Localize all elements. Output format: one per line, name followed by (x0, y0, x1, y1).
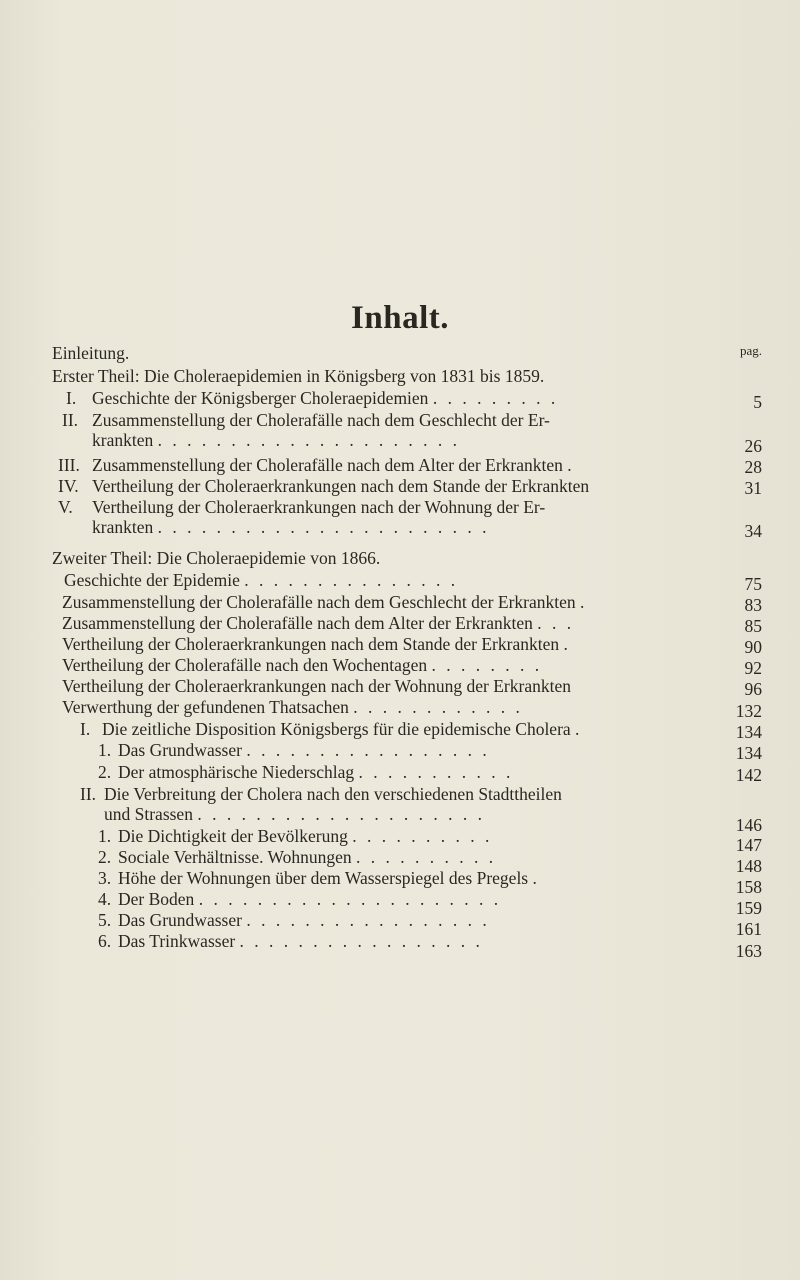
toc-page-number: 158 (735, 877, 762, 897)
page-column-label: pag. (739, 343, 762, 358)
toc-page-number: 134 (735, 743, 762, 763)
toc-page-number: 146 (735, 815, 762, 835)
toc-entry: Zusammenstellung der Cholerafälle nach dem Geschlecht der Erkrankten . (62, 592, 588, 612)
toc-subentry: 6. Das Trinkwasser . . . . . . . . . . . . . . . . . (98, 931, 483, 951)
toc-subentry: 1. Die Dichtigkeit der Bevölkerung . . . . . . . . . . (98, 826, 493, 846)
toc-page-number: 142 (735, 765, 762, 785)
toc-page-number: 163 (735, 941, 762, 961)
part1-heading: Erster Theil: Die Choleraepidemien in Königsberg von 1831 bis 1859. (52, 366, 545, 386)
toc-page-number: 92 (744, 658, 762, 678)
einleitung-label: Einleitung. (52, 343, 130, 363)
toc-subentry: 5. Das Grundwasser . . . . . . . . . . . . . . . . . (98, 910, 490, 930)
page-title: Inhalt. (351, 300, 449, 336)
toc-page-number: 26 (744, 436, 762, 456)
toc-entry: V. Vertheilung der Choleraerkrankungen nach der Wohnung der Er- (58, 497, 546, 517)
toc-page-number: 148 (735, 856, 762, 876)
toc-entry: II. Zusammenstellung der Cholerafälle nach dem Geschlecht der Er- (62, 410, 550, 430)
toc-page-number: 159 (735, 898, 762, 918)
toc-page-number: 96 (744, 679, 762, 699)
toc-page-number: 5 (753, 392, 762, 412)
toc-entry: III. Zusammenstellung der Cholerafälle nach dem Alter der Erkrankten . (58, 455, 575, 475)
part2-heading: Zweiter Theil: Die Choleraepidemie von 1866. (52, 548, 381, 568)
toc-entry: Vertheilung der Choleraerkrankungen nach der Wohnung der Erkrankten (62, 676, 571, 696)
toc-page-number: 83 (744, 595, 762, 615)
toc-entry: Vertheilung der Cholerafälle nach den Wochentagen . . . . . . . . (62, 655, 543, 675)
toc-section: II. Die Verbreitung der Cholera nach den verschiedenen Stadttheilen (80, 784, 562, 804)
toc-page-number: 28 (744, 457, 762, 477)
toc-page-number: 147 (735, 835, 762, 855)
toc-section: I. Die zeitliche Disposition Königsbergs für die epidemische Cholera . (80, 719, 583, 739)
toc-page-number: 132 (735, 701, 762, 721)
toc-entry: Zusammenstellung der Cholerafälle nach dem Alter der Erkrankten . . . (62, 613, 575, 633)
toc-page-number: 90 (744, 637, 762, 657)
toc-entry: Vertheilung der Choleraerkrankungen nach dem Stande der Erkrankten . (62, 634, 571, 654)
toc-subentry: 2. Sociale Verhältnisse. Wohnungen . . . . . . . . . . (98, 847, 497, 867)
toc-entry-continuation: krankten . . . . . . . . . . . . . . . . . . . . . . . (92, 517, 490, 537)
toc-page-number: 31 (744, 478, 762, 498)
toc-entry: I. Geschichte der Königsberger Choleraepidemien . . . . . . . . . (66, 388, 559, 408)
toc-page-number: 134 (735, 722, 762, 742)
toc-entry: Verwerthung der gefundenen Thatsachen . . . . . . . . . . . . (62, 697, 523, 717)
toc-subentry: 1. Das Grundwasser . . . . . . . . . . . . . . . . . (98, 740, 490, 760)
toc-subentry: 3. Höhe der Wohnungen über dem Wasserspiegel des Pregels . (98, 868, 540, 888)
toc-subentry: 4. Der Boden . . . . . . . . . . . . . . . . . . . . . (98, 889, 502, 909)
toc-entry: IV. Vertheilung der Choleraerkrankungen nach dem Stande der Erkrankten (58, 476, 590, 496)
toc-entry: Geschichte der Epidemie . . . . . . . . . . . . . . . (64, 570, 459, 590)
toc-page-number: 85 (744, 616, 762, 636)
toc-page-number: 34 (744, 521, 762, 541)
toc-page-number: 75 (744, 574, 762, 594)
toc-entry-continuation: krankten . . . . . . . . . . . . . . . . . . . . . (92, 430, 460, 450)
toc-page-number: 161 (735, 919, 762, 939)
toc-section-continuation: und Strassen . . . . . . . . . . . . . . . . . . . . (104, 804, 485, 824)
toc-subentry: 2. Der atmosphärische Niederschlag . . . . . . . . . . . (98, 762, 514, 782)
